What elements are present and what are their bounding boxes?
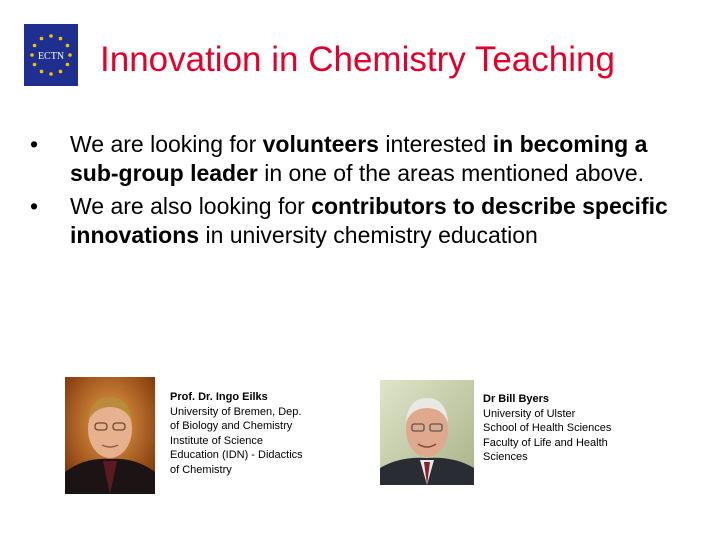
logo-star-icon xyxy=(59,37,63,41)
person-affiliation-line: School of Health Sciences xyxy=(483,422,612,434)
logo-text: ECTN xyxy=(37,51,65,62)
logo-star-icon xyxy=(30,53,34,57)
logo-star-icon xyxy=(33,63,37,67)
text-run: We are looking for xyxy=(70,131,263,157)
person-name: Prof. Dr. Ingo Eilks xyxy=(170,391,268,403)
text-run: interested xyxy=(378,131,493,157)
text-run: in university chemistry education xyxy=(199,222,538,248)
slide-title: Innovation in Chemistry Teaching xyxy=(100,40,615,79)
logo-star-icon xyxy=(66,63,70,67)
text-run: We are also looking for xyxy=(70,193,312,219)
person-caption-eilks xyxy=(170,390,303,477)
bullet-text xyxy=(70,193,668,248)
person-photo-eilks xyxy=(65,377,155,494)
bullet-dot-icon: • xyxy=(30,193,39,219)
text-run: in one of the areas mentioned above. xyxy=(257,160,645,186)
bold-text-run: contributors to describe specific innovations xyxy=(70,193,668,248)
bullet-item xyxy=(30,130,670,188)
person-affiliation-line: Institute of Science xyxy=(170,434,263,447)
bullet-item xyxy=(30,192,670,250)
logo-star-icon xyxy=(49,34,53,38)
person-photo-byers xyxy=(380,380,474,485)
logo-star-icon xyxy=(49,72,53,76)
logo-star-icon xyxy=(40,37,44,41)
logo-star-icon xyxy=(40,70,44,74)
person-affiliation-line: Faculty of Life and Health xyxy=(483,436,608,449)
bold-text-run: volunteers xyxy=(262,131,379,157)
person-affiliation-line: Sciences xyxy=(483,451,528,463)
person-caption-byers xyxy=(483,392,611,465)
person-affiliation-line: University of Bremen, Dep. xyxy=(170,405,302,418)
bold-text-run: in becoming a sub-group leader xyxy=(70,131,648,186)
logo-star-icon xyxy=(59,70,63,74)
bullet-dot-icon: • xyxy=(30,131,39,157)
person-affiliation-line: Education (IDN) - Didactics xyxy=(170,449,303,461)
bullet-list xyxy=(30,130,670,254)
person-affiliation-line: of Biology and Chemistry xyxy=(170,420,293,432)
logo-star-icon xyxy=(66,44,70,48)
logo-star-icon xyxy=(33,44,37,48)
logo-star-icon xyxy=(68,53,72,57)
ectn-logo xyxy=(24,24,78,86)
person-affiliation-line: University of Ulster xyxy=(483,407,576,420)
person-name: Dr Bill Byers xyxy=(483,393,550,405)
bullet-text xyxy=(70,131,647,186)
person-affiliation-line: of Chemistry xyxy=(170,463,232,476)
